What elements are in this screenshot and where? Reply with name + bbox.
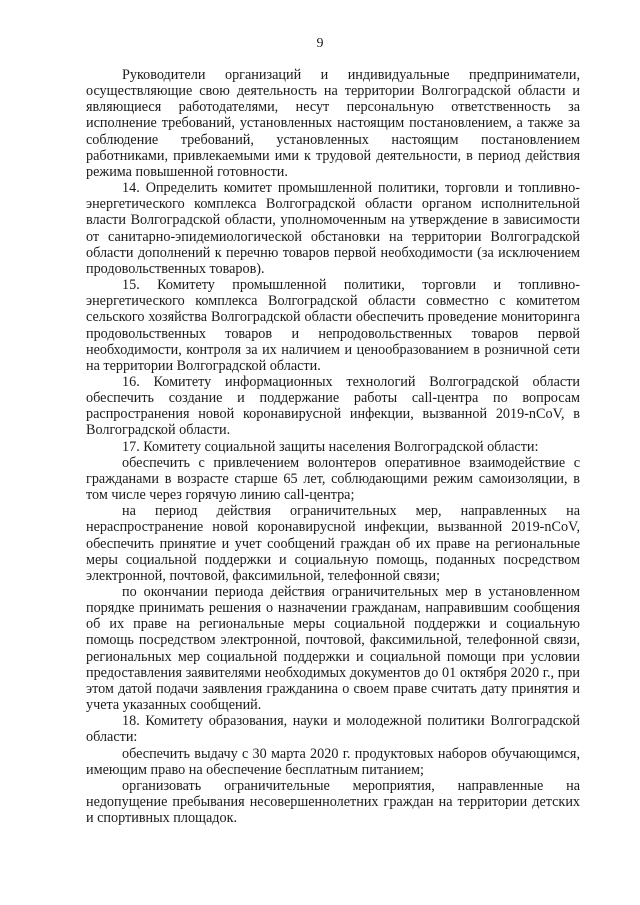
paragraph-item-16: 16. Комитету информационных технологий Волгоградской области обеспечить создание и поддержание работы call-центра по вопросам распространения новой коронавирусной инфекции, вызванной 2019-nCoV, в Волгоградской области.: [86, 373, 580, 439]
paragraph-item-17-messages: на период действия ограничительных мер, направленных на нераспространение новой коронавирусной инфекции, вызванной 2019-nCoV, обеспечить принятие и учет сообщений граждан об их праве на региональные меры социальной поддержки и социальную помощь, поданных посредством электронной, почтовой, факсимильной, телефонной связи;: [86, 503, 580, 584]
paragraph-item-17-volunteers: обеспечить с привлечением волонтеров оперативное взаимодействие с гражданами в возрасте старше 65 лет, соблюдающими режим самоизоляции, в том числе через горячую линию call-центра;: [86, 454, 580, 504]
paragraph-item-14: 14. Определить комитет промышленной политики, торговли и топливно-энергетического комплекса Волгоградской области органом исполнительной власти Волгоградской области, уполномоченным на утверждение в зависимости от санитарно-эпидемиологической обстановки на территории Волгоградской области дополнений к перечню товаров первой необходимости (за исключением продовольственных товаров).: [86, 180, 580, 277]
document-body: [86, 67, 580, 826]
paragraph-item-17: 17. Комитету социальной защиты населения Волгоградской области:: [122, 438, 539, 455]
page-number: 9: [316, 36, 324, 51]
paragraph-item-18-food-sets: обеспечить выдачу с 30 марта 2020 г. продуктовых наборов обучающимся, имеющим право на обеспечение бесплатным питанием;: [86, 745, 580, 778]
paragraph-item-18: 18. Комитету образования, науки и молодежной политики Волгоградской области:: [86, 713, 580, 746]
paragraph-item-15: 15. Комитету промышленной политики, торговли и топливно-энергетического комплекса Волгоградской области совместно с комитетом сельского хозяйства Волгоградской области обеспечить проведение мониторинга продовольственных товаров и непродовольственных товаров первой необходимости, контроля за их наличием и ценообразованием в розничной сети на территории Волгоградской области.: [86, 277, 580, 374]
paragraph-employers-responsibility: Руководители организаций и индивидуальные предприниматели, осуществляющие свою деятельность на территории Волгоградской области и являющиеся работодателями, несут персональную ответственность за исполнение требований, установленных настоящим постановлением, а также за соблюдение требований, установленных настоящим постановлением работниками, привлекаемыми ими к трудовой деятельности, в период действия режима повышенной готовности.: [86, 67, 580, 180]
paragraph-item-18-playgrounds: организовать ограничительные мероприятия, направленные на недопущение пребывания несовершеннолетних граждан на территории детских и спортивных площадок.: [86, 777, 580, 827]
paragraph-item-17-decisions: по окончании периода действия ограничительных мер в установленном порядке принимать решения о назначении гражданам, направившим сообщения об их праве на региональные меры социальной поддержки и социальную помощь посредством электронной, почтовой, факсимильной, телефонной связи, региональных мер социальной поддержки и социальной помощи при условии предоставления заявителями необходимых документов до 01 октября 2020 г., при этом датой подачи заявления гражданина о своем праве считать дату принятия и учета указанных сообщений.: [86, 584, 580, 714]
